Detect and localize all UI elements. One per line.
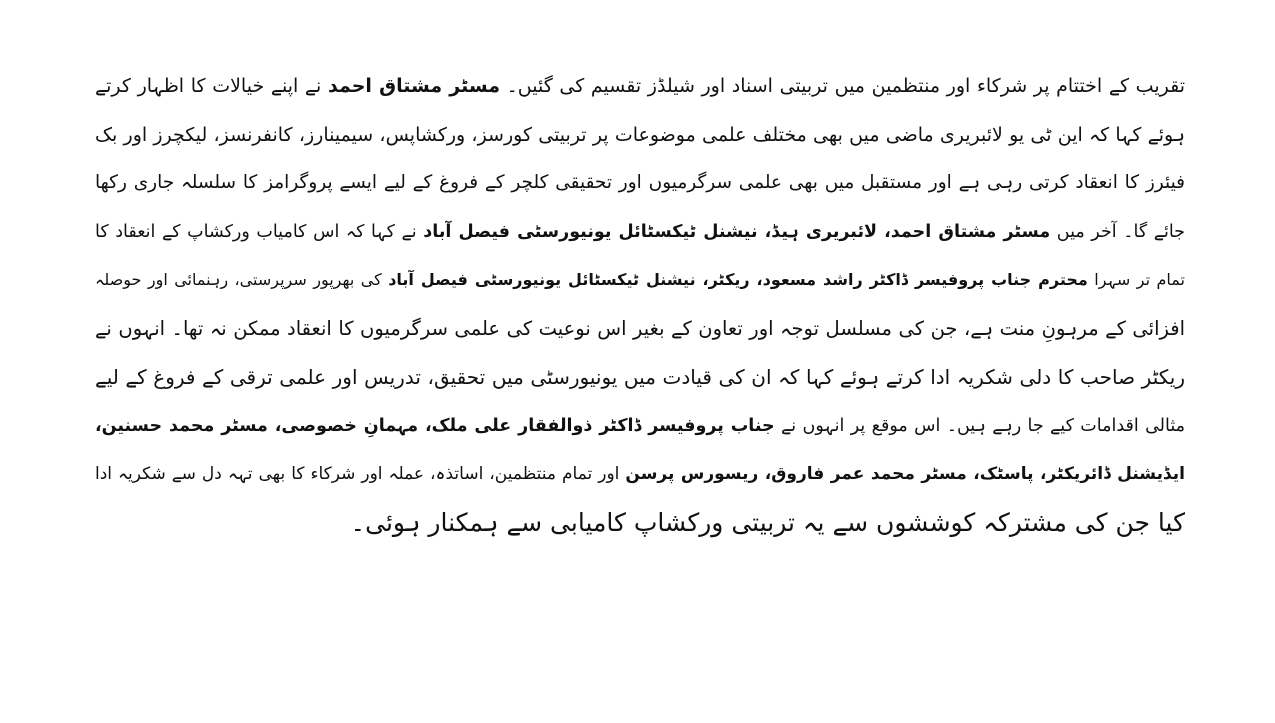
document-page <box>95 62 1185 702</box>
text-segment: اور تمام منتظمین، اساتذہ، عملہ اور شرکاء کا بھی تہہ دل سے شکریہ ادا <box>95 464 626 484</box>
text-segment: افزائی کے مرہونِ منت ہے، جن کی مسلسل توجہ اور تعاون کے بغیر اس نوعیت کی علمی سرگرمیوں کا انعقاد ممکن نہ تھا۔ انہوں نے <box>95 316 1185 340</box>
text-segment: ہوئے کہا کہ این ٹی یو لائبریری ماضی میں بھی مختلف علمی موضوعات پر تربیتی کورسز، ورکشاپس، سیمینارز، کانفرنسز، لیکچرز اور بک <box>95 123 1185 146</box>
text-segment: فیئرز کا انعقاد کرتی رہی ہے اور مستقبل میں بھی علمی سرگرمیوں اور تحقیقی کلچر کے فروغ کے لیے ایسے پروگرامز کا سلسلہ جاری رکھا <box>95 172 1185 193</box>
bold-name-segment: مسٹر مشتاق احمد، لائبریری ہیڈ، نیشنل ٹیکسٹائل یونیورسٹی فیصل آباد <box>423 221 1051 242</box>
text-segment: تقریب کے اختتام پر شرکاء اور منتظمین میں تربیتی اسناد اور شیلڈز تقسیم کی گئیں۔ <box>499 75 1185 97</box>
paragraph-line-7 <box>95 353 1185 402</box>
text-segment: ریکٹر صاحب کا دلی شکریہ ادا کرتے ہوئے کہا کہ ان کی قیادت میں یونیورسٹی میں تحقیق، تدریس اور علمی ترقی کے فروغ کے لیے <box>95 365 1185 389</box>
paragraph-line-4 <box>95 208 1185 257</box>
paragraph-line-10 <box>95 499 1185 548</box>
paragraph-line-3 <box>95 159 1185 208</box>
bold-name-segment: جناب پروفیسر ڈاکٹر ذوالفقار علی ملک، مہمانِ خصوصی، مسٹر محمد حسنین، <box>95 415 775 436</box>
text-segment: کیا جن کی مشترکہ کوششوں سے یہ تربیتی ورکشاپ کامیابی سے ہمکنار ہوئی۔ <box>350 507 1185 537</box>
paragraph-line-8 <box>95 402 1185 451</box>
paragraph-line-1 <box>95 62 1185 111</box>
text-segment: تمام تر سہرا <box>1087 270 1185 289</box>
text-segment: مثالی اقدامات کیے جا رہے ہیں۔ اس موقع پر انہوں نے <box>774 415 1185 436</box>
paragraph-line-5 <box>95 256 1185 305</box>
paragraph-line-9 <box>95 450 1185 499</box>
bold-name-segment: محترم جناب پروفیسر ڈاکٹر راشد مسعود، ریکٹر، نیشنل ٹیکسٹائل یونیورسٹی فیصل آباد <box>388 270 1088 289</box>
text-segment: نے اپنے خیالات کا اظہار کرتے <box>95 75 328 97</box>
text-segment: جائے گا۔ آخر میں <box>1050 221 1185 242</box>
text-segment: کی بھرپور سرپرستی، رہنمائی اور حوصلہ <box>95 270 389 289</box>
bold-name-segment: ایڈیشنل ڈائریکٹر، پاسٹک، مسٹر محمد عمر فاروق، ریسورس پرسن <box>625 464 1185 484</box>
bold-name-segment: مسٹر مشتاق احمد <box>327 75 500 97</box>
paragraph-line-2 <box>95 111 1185 160</box>
text-segment: نے کہا کہ اس کامیاب ورکشاپ کے انعقاد کا <box>95 221 424 242</box>
paragraph-line-6 <box>95 305 1185 354</box>
